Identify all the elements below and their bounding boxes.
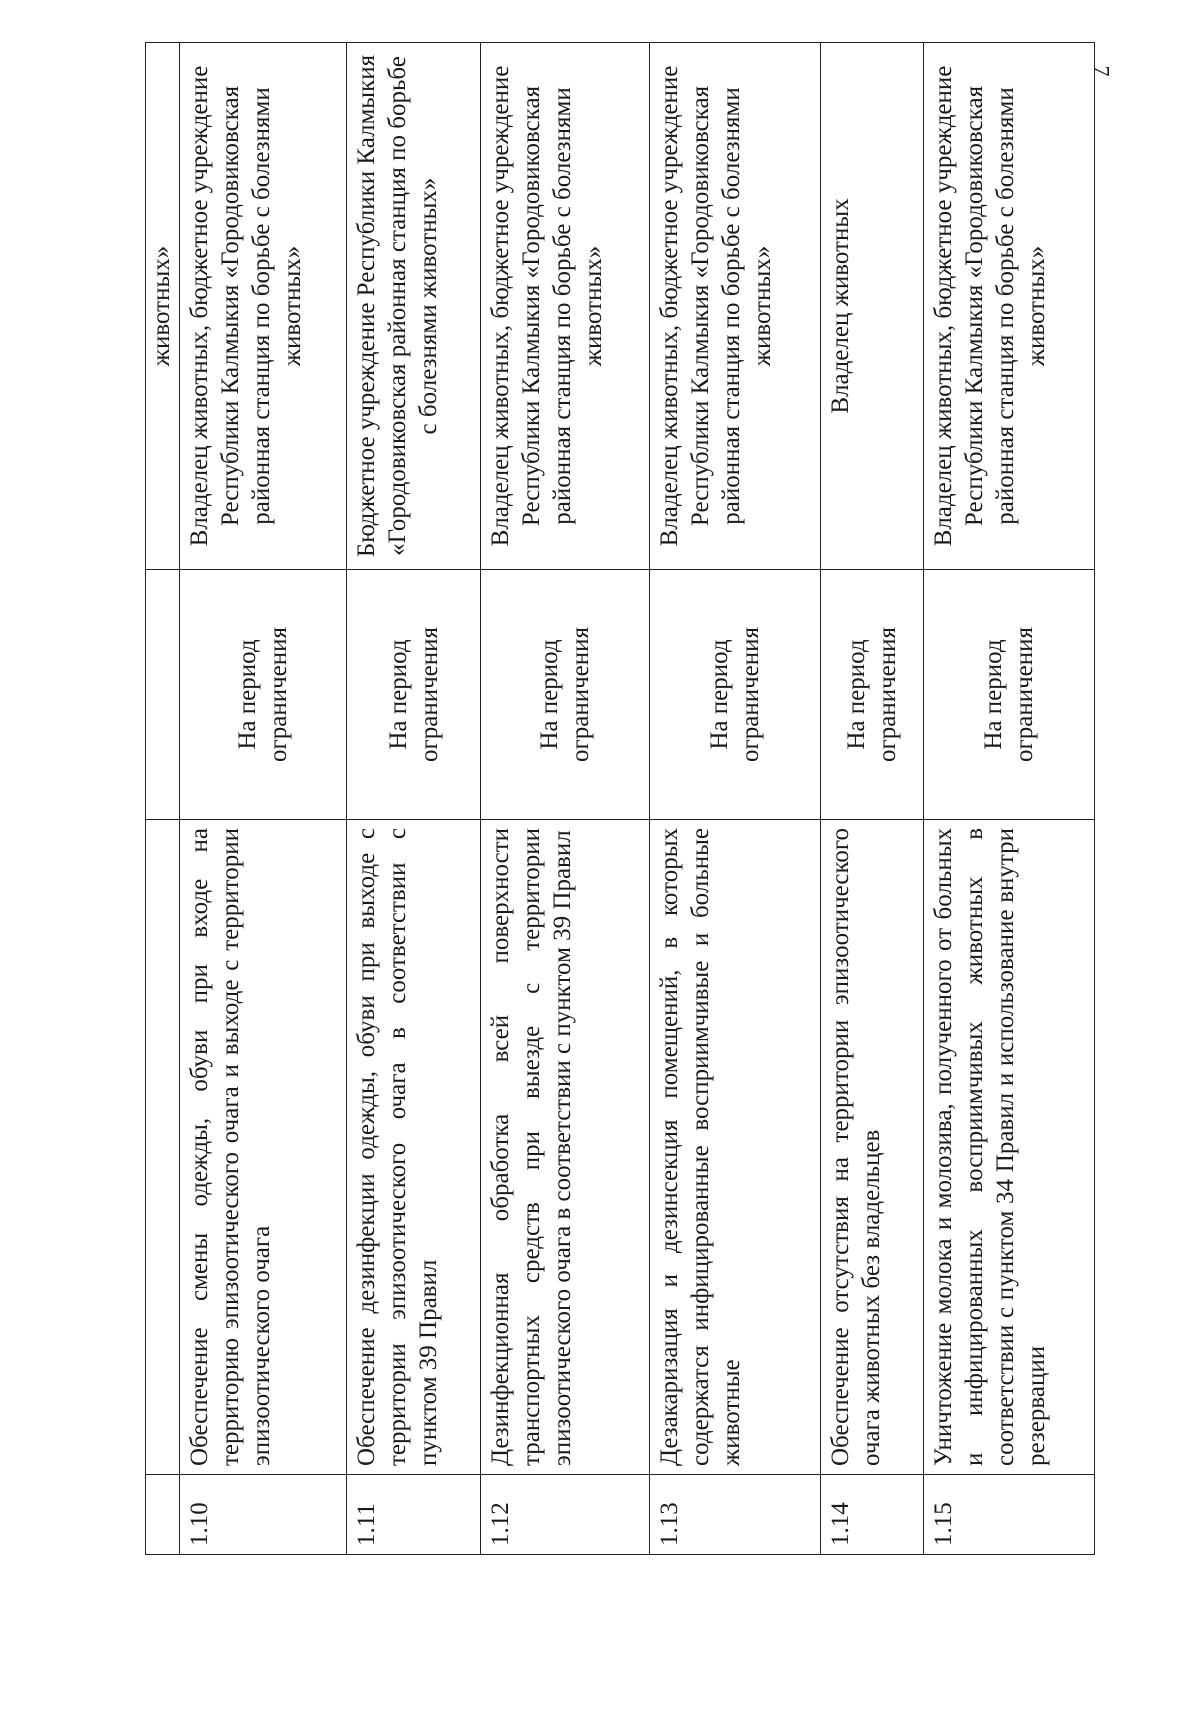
cell-empty (146, 1475, 180, 1555)
row-number: 1.11 (346, 1475, 481, 1555)
page-number: 7 (1089, 65, 1115, 77)
table-row (924, 43, 1095, 1555)
table-row (179, 43, 346, 1555)
measure-period: На период ограничения (346, 570, 481, 820)
measure-period: На период ограничения (481, 570, 650, 820)
continuation-cell: животных» (146, 43, 180, 570)
responsible-party: Владелец животных, бюджетное учреждение Республики Калмыкия «Городовиковская районная станция по борьбе с болезнями животных» (650, 43, 821, 570)
cell-empty (146, 820, 180, 1475)
measure-description: Дезакаризация и дезинсекция помещений, в которых содержатся инфицированные восприимчивые и больные животные (650, 820, 821, 1475)
measure-period: На период ограничения (650, 570, 821, 820)
measures-table (145, 42, 1095, 1555)
table-row (346, 43, 481, 1555)
table-row (821, 43, 924, 1555)
table-row-continuation (146, 43, 180, 1555)
table-row (650, 43, 821, 1555)
responsible-party: Владелец животных, бюджетное учреждение Республики Калмыкия «Городовиковская районная станция по борьбе с болезнями животных» (481, 43, 650, 570)
row-number: 1.13 (650, 1475, 821, 1555)
measures-table-container (145, 43, 1095, 1555)
measure-description: Уничтожение молока и молозива, полученного от больных и инфицированных восприимчивых животных в соответствии с пунктом 34 Правил и использование внутри резервации (924, 820, 1095, 1475)
measure-description: Обеспечение отсутствия на территории эпизоотического очага животных без владельцев (821, 820, 924, 1475)
responsible-party: Владелец животных, бюджетное учреждение Республики Калмыкия «Городовиковская районная станция по борьбе с болезнями животных» (179, 43, 346, 570)
row-number: 1.12 (481, 1475, 650, 1555)
row-number: 1.10 (179, 1475, 346, 1555)
row-number: 1.15 (924, 1475, 1095, 1555)
measure-description: Дезинфекционная обработка всей поверхности транспортных средств при выезде с территории эпизоотического очага в соответствии с пунктом 39 Правил (481, 820, 650, 1475)
table-row (481, 43, 650, 1555)
measure-period: На период ограничения (179, 570, 346, 820)
responsible-party: Бюджетное учреждение Республики Калмыкия «Городовиковская районная станция по борьбе с болезнями животных» (346, 43, 481, 570)
cell-empty (146, 570, 180, 820)
row-number: 1.14 (821, 1475, 924, 1555)
measure-period: На период ограничения (821, 570, 924, 820)
measure-period: На период ограничения (924, 570, 1095, 820)
responsible-party: Владелец животных (821, 43, 924, 570)
responsible-party: Владелец животных, бюджетное учреждение Республики Калмыкия «Городовиковская районная станция по борьбе с болезнями животных» (924, 43, 1095, 570)
measure-description: Обеспечение смены одежды, обуви при входе на территорию эпизоотического очага и выходе с территории эпизоотического очага (179, 820, 346, 1475)
measure-description: Обеспечение дезинфекции одежды, обуви при выходе с территории эпизоотического очага в соответствии с пунктом 39 Правил (346, 820, 481, 1475)
